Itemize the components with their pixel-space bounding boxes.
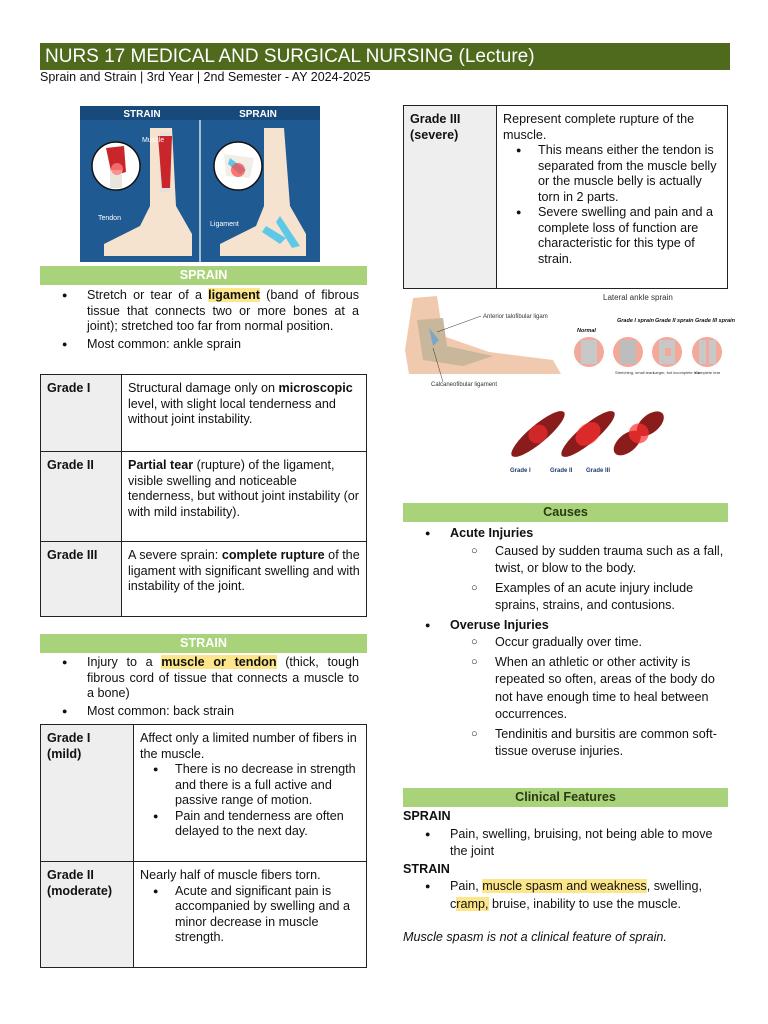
table-row <box>41 725 367 862</box>
anterior-ligament-label: Anterior talofibular ligam <box>483 314 548 320</box>
circle-caption-grade1: Stretching, small tears <box>615 370 655 375</box>
sprain-section <box>40 266 367 352</box>
circle-label-grade1: Grade I sprain <box>617 318 654 324</box>
highlight-ligament: ligament <box>208 288 260 302</box>
tendon-figure-label: Tendon <box>98 215 121 222</box>
strain-bullets <box>40 655 367 719</box>
sprain-figure-label: SPRAIN <box>239 109 277 120</box>
clinical-features-section <box>403 788 728 947</box>
grade-description: Partial tear (rupture) of the ligament, visible swelling and noticeable tenderness, but without joint instability (or with mild instability). <box>122 452 367 542</box>
list-item: ● There is no decrease in strength and there is a full active and passive range of motion. <box>140 762 360 809</box>
causes-section <box>403 503 728 763</box>
grade-description: A severe sprain: complete rupture of the ligament with significant swelling and with instability of the joint. <box>122 542 367 617</box>
lateral-ankle-sprain-title: Lateral ankle sprain <box>603 293 673 302</box>
list-item: ○ Examples of an acute injury include sprains, strains, and contusions. <box>403 580 728 615</box>
list-item: ● Severe swelling and pain and a complete loss of function are characteristic for this type of strain. <box>503 205 721 267</box>
grade-description: Affect only a limited number of fibers in the muscle. ● There is no decrease in strength and there is a full active and passive range of motion. ● Pain and tenderness are often delayed to the next day. <box>134 725 367 862</box>
list-item: ○ Caused by sudden trauma such as a fall, twist, or blow to the body. <box>403 543 728 578</box>
strain-figure-label: STRAIN <box>123 109 161 120</box>
page-title: NURS 17 MEDICAL AND SURGICAL NURSING (Lecture) <box>40 43 730 70</box>
list-item: ● Stretch or tear of a ligament (band of fibrous tissue that connects two or more bones at a joint); stretched too far from normal position. <box>40 288 367 335</box>
sprain-heading: SPRAIN <box>40 266 367 285</box>
clinical-features-heading: Clinical Features <box>403 788 728 807</box>
list-item: ● Pain, muscle spasm and weakness, swelling, cramp, bruise, inability to use the muscle. <box>403 878 728 913</box>
list-item: ● Pain and tenderness are often delayed to the next day. <box>140 809 360 840</box>
strain-grade-table <box>40 724 367 968</box>
grade-label: Grade III (severe) <box>404 106 497 289</box>
calcaneofibular-ligament-label: Calcaneofibular ligament <box>431 382 498 388</box>
circle-caption-grade2: Larger, but incomplete tear <box>653 370 701 375</box>
causes-heading: Causes <box>403 503 728 522</box>
strain-sprain-illustration <box>80 106 320 262</box>
sprain-grade-table <box>40 374 367 617</box>
page-subtitle: Sprain and Strain | 3rd Year | 2nd Semester - AY 2024-2025 <box>40 70 371 84</box>
strain-grade1-figure-label: Grade I <box>510 468 531 474</box>
list-item: ○ When an athletic or other activity is repeated so often, areas of the body do not have enough time to heal between occurrences. <box>403 654 728 724</box>
clinical-sprain-label: SPRAIN <box>403 809 451 823</box>
list-item: ● Overuse Injuries <box>403 617 728 635</box>
table-row <box>41 862 367 968</box>
table-row <box>41 375 367 452</box>
circle-label-grade3: Grade III sprain <box>695 318 736 324</box>
list-item: ● Acute and significant pain is accompanied by swelling and a minor decrease in muscle strength. <box>140 884 360 946</box>
table-row <box>404 106 728 289</box>
grade-label: Grade II <box>41 452 122 542</box>
strain-grade3-table <box>403 105 728 289</box>
circle-caption-grade3: Complete tear <box>695 370 721 375</box>
ligament-figure-label: Ligament <box>210 221 239 228</box>
muscle-figure-label: Muscle <box>142 137 165 144</box>
strain-heading: STRAIN <box>40 634 367 653</box>
list-item: ● This means either the tendon is separated from the muscle belly or the muscle belly is actually torn in 2 parts. <box>503 143 721 205</box>
clinical-strain-label: STRAIN <box>403 861 450 876</box>
list-item: ● Most common: ankle sprain <box>40 337 367 353</box>
lateral-ankle-sprain-illustration <box>403 290 736 390</box>
sprain-bullets <box>40 288 367 352</box>
highlight-muscle-tendon: muscle or tendon <box>161 655 277 669</box>
list-item: ● Pain, swelling, bruising, not being able to move the joint <box>403 826 728 861</box>
list-item: ○ Tendinitis and bursitis are common soft-tissue overuse injuries. <box>403 726 728 761</box>
table-row <box>41 542 367 617</box>
clinical-note: Muscle spasm is not a clinical feature of sprain. <box>403 930 667 944</box>
grade-label: Grade III <box>41 542 122 617</box>
grade-label: Grade I (mild) <box>41 725 134 862</box>
highlight-spasm-weakness: muscle spasm and weakness <box>482 879 647 893</box>
list-item: ○ Occur gradually over time. <box>403 634 728 652</box>
grade-description: Structural damage only on microscopic level, with slight local tenderness and without joint instability. <box>122 375 367 452</box>
list-item: ● Injury to a muscle or tendon (thick, tough fibrous cord of tissue that connects a muscle to a bone) <box>40 655 367 702</box>
highlight-cramp: ramp, <box>456 896 489 911</box>
circle-label-normal: Normal <box>577 328 596 334</box>
grade-description: Nearly half of muscle fibers torn. ● Acute and significant pain is accompanied by swelling and a minor decrease in muscle strength. <box>134 862 367 968</box>
table-row <box>41 452 367 542</box>
grade-label: Grade II (moderate) <box>41 862 134 968</box>
list-item: ● Most common: back strain <box>40 704 367 720</box>
strain-section <box>40 634 367 719</box>
strain-grade3-figure-label: Grade III <box>586 468 611 474</box>
grade-label: Grade I <box>41 375 122 452</box>
grade-description: Represent complete rupture of the muscle. ● This means either the tendon is separated from the muscle belly or the muscle belly is actually torn in 2 parts. ● Severe swelling and pain and a complete loss of function are characteristic for this type of strain. <box>497 106 728 289</box>
muscle-strain-grades-illustration <box>508 394 668 474</box>
circle-label-grade2: Grade II sprain <box>655 318 694 324</box>
list-item: ● Acute Injuries <box>403 525 728 543</box>
strain-grade2-figure-label: Grade II <box>550 468 573 474</box>
